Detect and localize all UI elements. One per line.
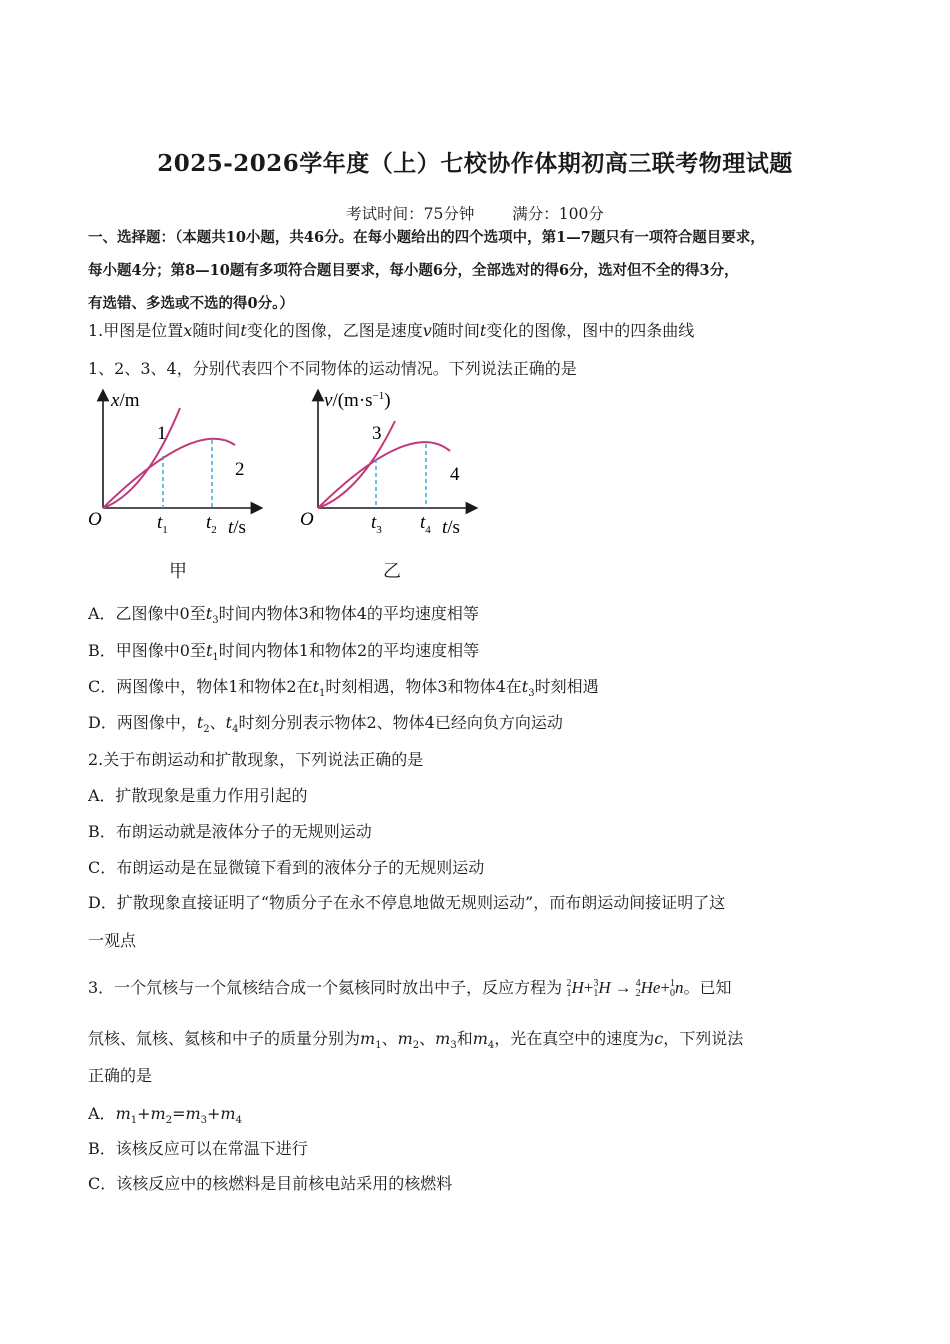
q2-option-a: A．扩散现象是重力作用引起的	[88, 786, 308, 805]
x-axis-label: t/s	[228, 517, 246, 538]
curve-2-label: 2	[235, 459, 245, 480]
q1-option-a: A．乙图像中0至$t_3$时间内物体3和物体4的平均速度相等	[88, 604, 479, 627]
page-title: 2025-2026学年度（上）七校协作体期初高三联考物理试题	[157, 150, 793, 177]
q3-option-a: A．$m_1+m_2=m_3+m_4$	[88, 1104, 242, 1127]
graph-yi	[300, 390, 472, 538]
curve-1-label: 1	[157, 423, 167, 444]
curve-3	[318, 421, 395, 508]
full-score: 满分：100分	[512, 205, 604, 223]
q1-option-b: B．甲图像中0至$t_1$时间内物体1和物体2的平均速度相等	[88, 641, 480, 664]
q3-stem-text: 3．一个氘核与一个氚核结合成一个氦核同时放出中子，反应方程为	[88, 978, 563, 997]
exam-time: 考试时间：75分钟	[346, 205, 475, 223]
t1-label: $t_1$	[157, 512, 168, 536]
section-line: 有选错、多选或不选的得0分。）	[88, 295, 294, 312]
curve-4-label: 4	[450, 464, 460, 485]
origin-label: O	[300, 509, 314, 530]
section-line: 每小题4分；第8—10题有多项符合题目要求，每小题6分，全部选对的得6分，选对但不全的得3分，	[88, 262, 739, 279]
t4-label: $t_4$	[420, 512, 431, 536]
curve-3-label: 3	[372, 423, 382, 444]
q1-stem-2: 1、2、3、4，分别代表四个不同物体的运动情况。下列说法正确的是	[88, 359, 577, 378]
q2-option-c: C．布朗运动是在显微镜下看到的液体分子的无规则运动	[88, 858, 485, 877]
q1-option-c: C．两图像中，物体1和物体2在$t_1$时刻相遇，物体3和物体4在$t_3$时刻相遇	[88, 677, 599, 700]
graph-jia	[88, 390, 257, 538]
q1-figure	[85, 383, 485, 592]
q3-option-b: B．该核反应可以在常温下进行	[88, 1139, 308, 1158]
q1-stem: 1.甲图是位置x随时间t变化的图像，乙图是速度v随时间t变化的图像，图中的四条曲线	[88, 321, 695, 340]
q3-stem-2: 氘核、氚核、氦核和中子的质量分别为$m_1$、$m_2$、$m_3$和$m_4$，光在真空中的速度为c，下列说法	[88, 1029, 744, 1052]
origin-label: O	[88, 509, 102, 530]
x-axis-label: t/s	[442, 517, 460, 538]
y-axis-label: $v/(m\cdot s^{-1})$	[324, 390, 391, 411]
q3-option-c: C．该核反应中的核燃料是目前核电站采用的核燃料	[88, 1174, 453, 1193]
q1-option-d: D．两图像中，$t_2$、$t_4$时刻分别表示物体2、物体4已经向负方向运动	[88, 713, 563, 736]
caption-yi: 乙	[383, 561, 401, 582]
q3-stem-text-end: 。已知	[683, 978, 732, 997]
section-instructions	[88, 221, 888, 320]
q2-option-b: B．布朗运动就是液体分子的无规则运动	[88, 822, 372, 841]
q2-stem: 2.关于布朗运动和扩散现象，下列说法正确的是	[88, 750, 424, 769]
curve-1	[103, 408, 180, 508]
q2-option-d: D．扩散现象直接证明了“物质分子在永不停息地做无规则运动”，而布朗运动间接证明了这	[88, 893, 726, 912]
q1-graphs	[85, 383, 485, 588]
t2-label: $t_2$	[206, 512, 217, 536]
q3-stem	[88, 975, 732, 999]
t3-label: $t_3$	[371, 512, 382, 536]
caption-jia: 甲	[169, 561, 187, 582]
q3-stem-3: 正确的是	[88, 1066, 153, 1085]
y-axis-label: x/m	[111, 390, 140, 411]
section-line: 一、选择题：（本题共10小题，共46分。在每小题给出的四个选项中，第1—7题只有一项符合题目要求，	[88, 229, 765, 246]
q2-option-d-cont: 一观点	[88, 931, 137, 950]
reaction-equation: 2 1 H+ 3 1 H → 4 2 He+ 1 0 n	[566, 978, 684, 1000]
